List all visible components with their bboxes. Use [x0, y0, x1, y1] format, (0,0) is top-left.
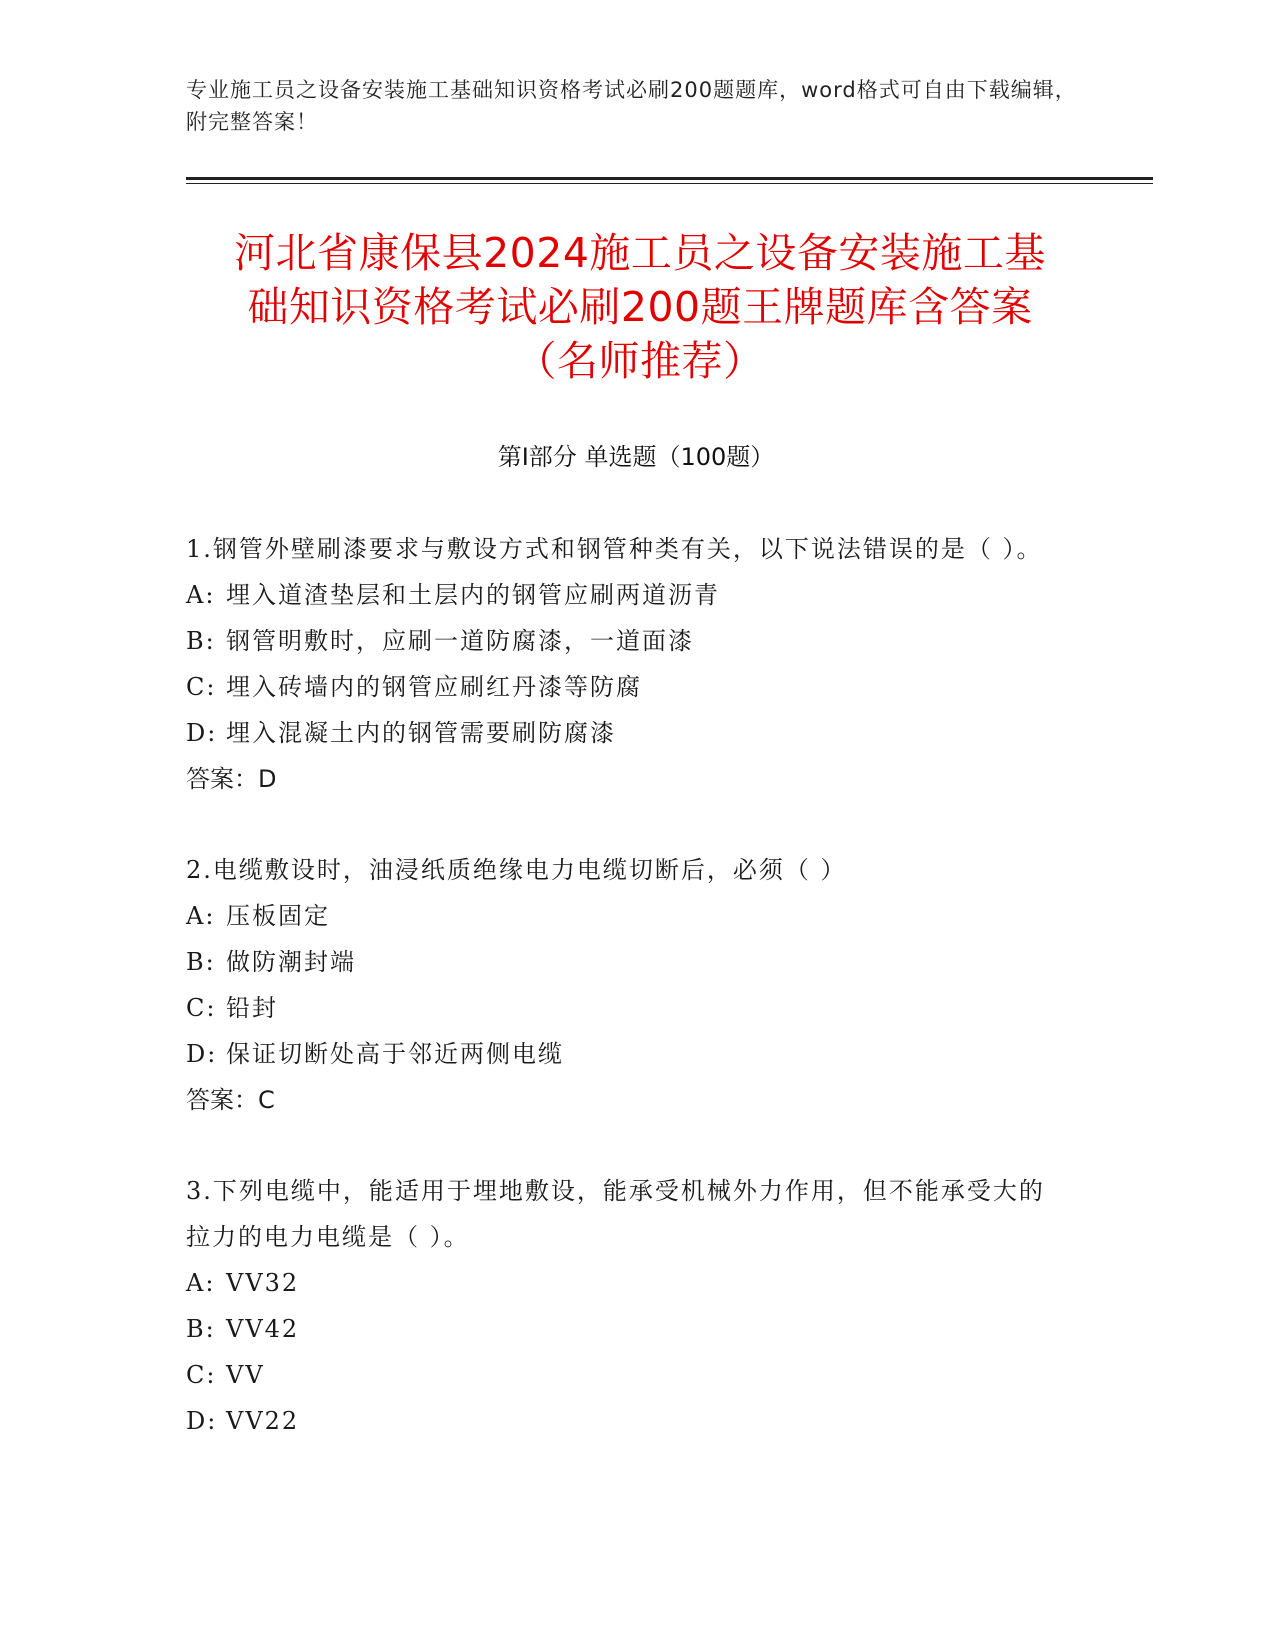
- question-stem: 1.钢管外壁刷漆要求与敷设方式和钢管种类有关，以下说法错误的是（ ）。: [186, 535, 1043, 563]
- option-a: [186, 572, 1066, 618]
- question-item: [186, 1168, 1066, 1444]
- question-stem: 2.电缆敷设时，油浸纸质绝缘电力电缆切断后，必须（ ）: [186, 856, 847, 884]
- option-text: 做防潮封端: [226, 948, 356, 976]
- option-letter: B:: [186, 627, 216, 655]
- option-text: VV: [226, 1361, 265, 1389]
- header-divider-thick: [186, 177, 1153, 180]
- question-answer: 答案：D: [186, 765, 277, 793]
- option-c: [186, 985, 1066, 1031]
- question-item: [186, 847, 1066, 1123]
- option-letter: D:: [186, 1407, 218, 1435]
- option-text: 保证切断处高于邻近两侧电缆: [226, 1040, 564, 1068]
- option-text: VV32: [226, 1269, 300, 1297]
- question-item: [186, 526, 1066, 802]
- option-d: [186, 710, 1066, 756]
- option-c: [186, 664, 1066, 710]
- option-text: 钢管明敷时，应刷一道防腐漆，一道面漆: [226, 627, 694, 655]
- title-line: （名师推荐）: [515, 337, 765, 385]
- option-letter: B:: [186, 1315, 216, 1343]
- option-letter: B:: [186, 948, 216, 976]
- option-letter: C:: [186, 673, 217, 701]
- section-title: 第Ⅰ部分 单选题（100题）: [497, 443, 775, 471]
- title-line: 河北省康保县2024施工员之设备安装施工基: [234, 229, 1046, 277]
- option-d: [186, 1031, 1066, 1077]
- option-letter: D:: [186, 719, 218, 747]
- header-note: 专业施工员之设备安装施工基础知识资格考试必刷200题题库，word格式可自由下载编辑，附完整答案！: [186, 78, 1077, 134]
- option-b: [186, 939, 1066, 985]
- option-d: [186, 1398, 1066, 1444]
- title-line: 础知识资格考试必刷200题王牌题库含答案: [247, 283, 1033, 331]
- option-text: 铅封: [226, 994, 278, 1022]
- option-letter: D:: [186, 1040, 218, 1068]
- option-a: [186, 1260, 1066, 1306]
- option-text: 埋入砖墙内的钢管应刷红丹漆等防腐: [226, 673, 642, 701]
- option-letter: A:: [186, 902, 216, 930]
- option-letter: C:: [186, 994, 217, 1022]
- question-stem: 3.下列电缆中，能适用于埋地敷设，能承受机械外力作用，但不能承受大的拉力的电力电缆是（ ）。: [186, 1177, 1045, 1251]
- option-text: VV42: [226, 1315, 300, 1343]
- option-letter: A:: [186, 581, 216, 609]
- question-answer: 答案：C: [186, 1086, 275, 1114]
- option-letter: C:: [186, 1361, 217, 1389]
- option-letter: A:: [186, 1269, 216, 1297]
- option-b: [186, 1306, 1066, 1352]
- option-text: 埋入混凝土内的钢管需要刷防腐漆: [226, 719, 616, 747]
- option-c: [186, 1352, 1066, 1398]
- header-divider-thin: [186, 183, 1153, 184]
- option-text: 压板固定: [226, 902, 330, 930]
- question-list: [186, 526, 1066, 1489]
- option-text: 埋入道渣垫层和土层内的钢管应刷两道沥青: [226, 581, 720, 609]
- document-title: [180, 226, 1100, 388]
- option-a: [186, 893, 1066, 939]
- option-text: VV22: [226, 1407, 300, 1435]
- option-b: [186, 618, 1066, 664]
